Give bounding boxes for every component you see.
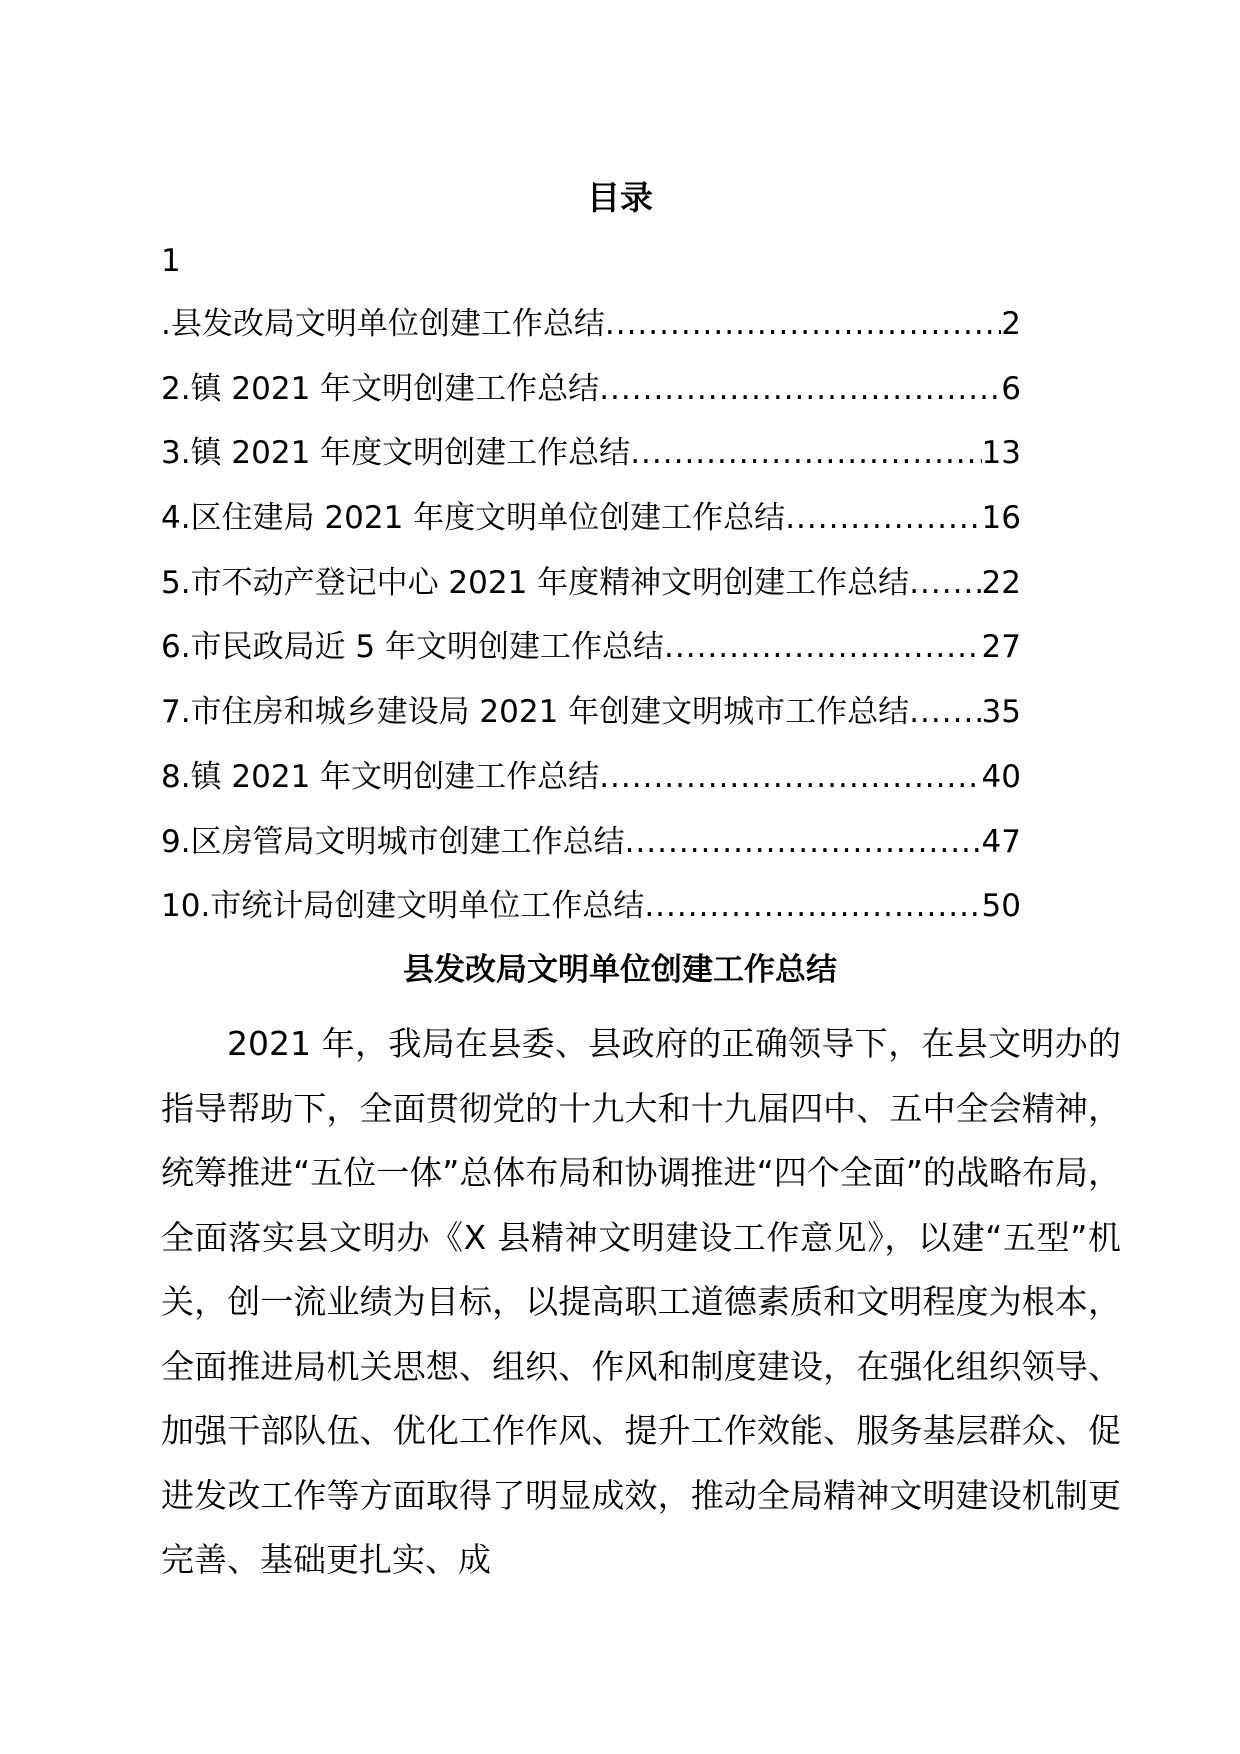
toc-item[interactable] xyxy=(161,496,1021,561)
toc-item[interactable] xyxy=(161,367,1021,432)
toc-item[interactable] xyxy=(161,625,1021,690)
toc-dot-leader xyxy=(605,302,1001,346)
toc-item[interactable] xyxy=(161,690,1021,755)
toc-item-page: 2 xyxy=(1001,306,1021,342)
toc-dot-leader xyxy=(599,367,1001,411)
toc-dot-leader xyxy=(909,690,981,734)
toc-item-text: 10.市统计局创建文明单位工作总结 xyxy=(161,888,645,925)
article-paragraph: 2021 年，我局在县委、县政府的正确领导下，在县文明办的指导帮助下，全面贯彻党的十九大和十九届四中、五中全会精神，统筹推进“五位一体”总体布局和协调推进“四个全面”的战略布局，全面落实县文明办《X 县精神文明建设工作意见》，以建“五型”机关，创一流业绩为目标，以提高职工道德素质和文明程度为根本，全面推进局机关思想、组织、作风和制度建设，在强化组织领导、加强干部队伍、优化工作作风、提升工作效能、服务基层群众、促进发改工作等方面取得了明显成效，推动全局精神文明建设机制更完善、基础更扎实、成 xyxy=(161,1024,1121,1579)
toc-item-page: 22 xyxy=(981,564,1021,601)
toc-item-page: 16 xyxy=(981,500,1021,537)
toc-item[interactable] xyxy=(161,302,1021,367)
toc-item[interactable] xyxy=(161,820,1021,885)
toc-dot-leader xyxy=(909,561,981,605)
toc-item[interactable] xyxy=(161,884,1021,949)
toc-item-text: 9.区房管局文明城市创建工作总结 xyxy=(161,823,625,860)
toc-dot-leader xyxy=(625,820,982,864)
toc-item-page: 40 xyxy=(981,758,1021,795)
toc-list xyxy=(161,302,1021,949)
toc-item-text: 6.市民政局近 5 年文明创建工作总结 xyxy=(161,629,665,666)
toc-title: 目录 xyxy=(587,178,653,217)
toc-item[interactable] xyxy=(161,755,1021,820)
toc-dot-leader xyxy=(785,496,981,540)
toc-dot-leader xyxy=(599,755,981,799)
toc-dot-leader xyxy=(644,884,981,928)
toc-item-page: 50 xyxy=(981,888,1021,925)
toc-item-text: 7.市住房和城乡建设局 2021 年创建文明城市工作总结 xyxy=(161,694,910,731)
toc-item-text: .县发改局文明单位创建工作总结 xyxy=(161,306,605,342)
toc-item-page: 47 xyxy=(981,823,1021,860)
toc-item-text: 3.镇 2021 年度文明创建工作总结 xyxy=(161,435,631,472)
article-heading: 县发改局文明单位创建工作总结 xyxy=(403,952,837,988)
toc-item-page: 13 xyxy=(981,435,1021,472)
toc-dot-leader xyxy=(630,431,981,475)
toc-item-page: 27 xyxy=(981,629,1021,666)
toc-item-text: 2.镇 2021 年文明创建工作总结 xyxy=(161,370,600,407)
toc-item[interactable] xyxy=(161,431,1021,496)
toc-item-text: 5.市不动产登记中心 2021 年度精神文明创建工作总结 xyxy=(161,564,910,601)
toc-item-page: 35 xyxy=(981,694,1021,731)
toc-item-page: 6 xyxy=(1001,370,1021,407)
toc-dot-leader xyxy=(664,625,982,669)
toc-item-text: 8.镇 2021 年文明创建工作总结 xyxy=(161,758,600,795)
toc-item-text: 4.区住建局 2021 年度文明单位创建工作总结 xyxy=(161,500,786,537)
toc-lone-number: 1 xyxy=(161,243,181,279)
toc-item[interactable] xyxy=(161,561,1021,626)
